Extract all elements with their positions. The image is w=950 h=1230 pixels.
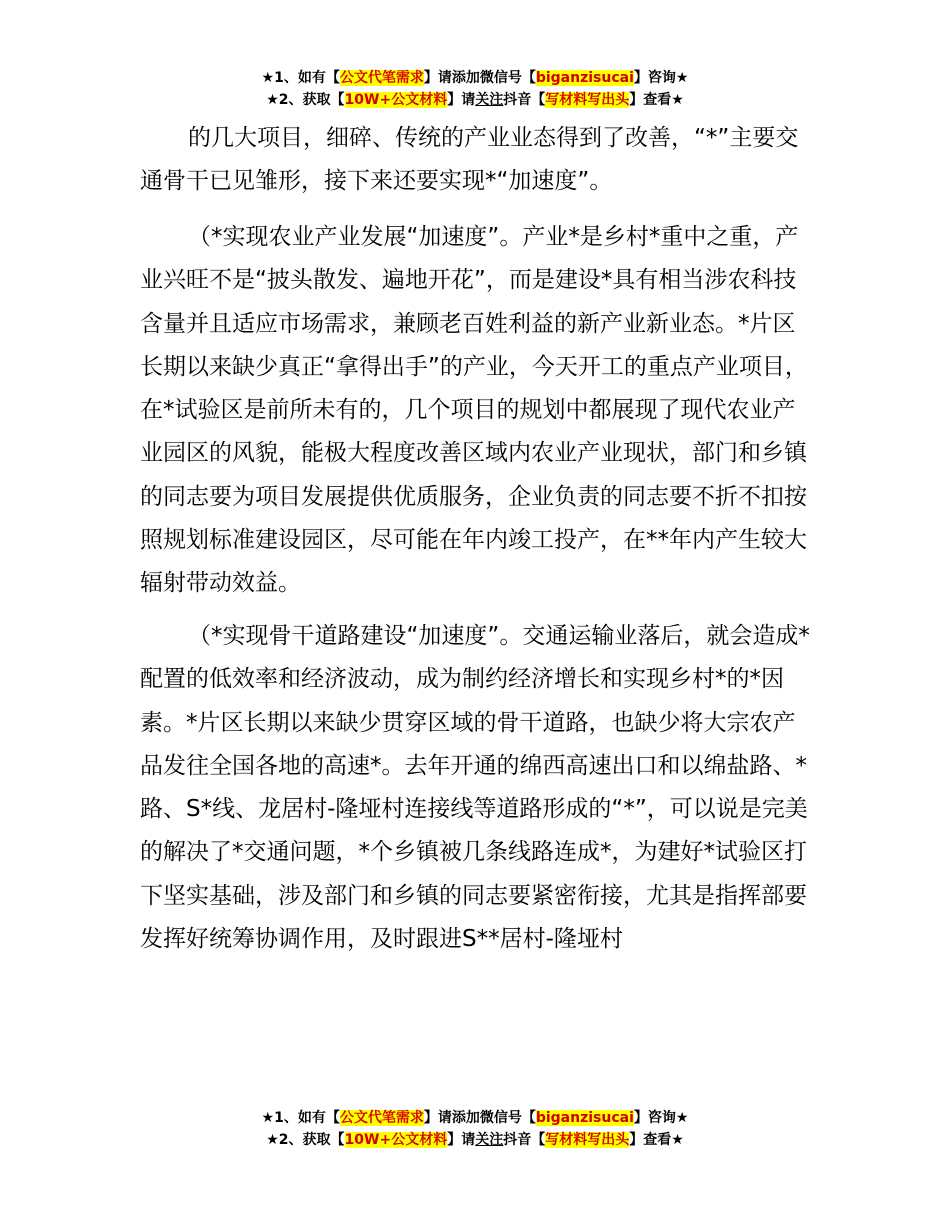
star-icon: ★ bbox=[675, 1110, 689, 1126]
highlight-materials: 10W+公文材料 bbox=[344, 1132, 448, 1148]
banner-text: 2、获取【 bbox=[278, 1132, 345, 1148]
star-icon: ★ bbox=[266, 92, 279, 108]
banner-line-1 bbox=[0, 1107, 950, 1129]
underlined-follow: 关注 bbox=[475, 1132, 504, 1148]
star-icon: ★ bbox=[261, 1110, 275, 1126]
star-icon: ★ bbox=[671, 92, 684, 108]
banner-text: 】请添加微信号【 bbox=[423, 70, 536, 86]
header-banner bbox=[0, 67, 950, 111]
highlight-douyin-account: 写材料写出头 bbox=[545, 1132, 630, 1148]
body-paragraph-3: （*实现骨干道路建设“加速度”。交通运输业落后，就会造成*配置的低效率和经济波动，成为制约经济增长和实现乡村*的*因素。*片区长期以来缺少贯穿区域的骨干道路，也缺少将大宗农产品发往全国各地的高速*。去年开通的绵西高速出口和以绵盐路、*路、S*线、龙居村-隆垭村连接线等道路形成的“*”，可以说是完美的解决了*交通问题，*个乡镇被几条线路连成*，为建好*试验区打下坚实基础，涉及部门和乡镇的同志要紧密衔接，尤其是指挥部要发挥好统筹协调作用，及时跟进S**居村-隆垭村 bbox=[140, 623, 810, 953]
highlight-douyin-account: 写材料写出头 bbox=[545, 92, 630, 108]
highlight-service: 公文代笔需求 bbox=[339, 70, 424, 86]
highlight-materials: 10W+公文材料 bbox=[344, 92, 448, 108]
star-icon: ★ bbox=[675, 70, 689, 86]
banner-line-2 bbox=[0, 89, 950, 111]
banner-line-1 bbox=[0, 67, 950, 89]
banner-text: 2、获取【 bbox=[278, 92, 345, 108]
underlined-follow: 关注 bbox=[475, 92, 504, 108]
highlight-service: 公文代笔需求 bbox=[339, 1110, 424, 1126]
body-paragraph-1: 的几大项目，细碎、传统的产业业态得到了改善，“*”主要交通骨干已见雏形，接下来还要实现*“加速度”。 bbox=[140, 125, 799, 195]
star-icon: ★ bbox=[261, 70, 275, 86]
body-paragraph-2: （*实现农业产业发展“加速度”。产业*是乡村*重中之重，产业兴旺不是“披头散发、遍地开花”，而是建设*具有相当涉农科技含量并且适应市场需求，兼顾老百姓利益的新产业新业态。*片区长期以来缺少真正“拿得出手”的产业，今天开工的重点产业项目，在*试验区是前所未有的，几个项目的规划中都展现了现代农业产业园区的风貌，能极大程度改善区域内农业产业现状，部门和乡镇的同志要为项目发展提供优质服务，企业负责的同志要不折不扣按照规划标准建设园区，尽可能在年内竣工投产，在**年内产生较大辐射带动效益。 bbox=[140, 224, 808, 597]
banner-text: 】查看 bbox=[629, 1132, 672, 1148]
banner-text: 】查看 bbox=[629, 92, 672, 108]
star-icon: ★ bbox=[266, 1132, 279, 1148]
banner-line-2 bbox=[0, 1129, 950, 1151]
banner-text: 】请添加微信号【 bbox=[423, 1110, 536, 1126]
banner-text: 抖音【 bbox=[503, 1132, 546, 1148]
banner-text: 】请 bbox=[447, 92, 476, 108]
banner-text: 】咨询 bbox=[633, 70, 676, 86]
banner-text: 1、如有【 bbox=[274, 1110, 340, 1126]
banner-text: 】咨询 bbox=[633, 1110, 676, 1126]
highlight-wechat-id: biganzisucai bbox=[535, 70, 634, 86]
footer-banner bbox=[0, 1107, 950, 1151]
banner-text: 抖音【 bbox=[503, 92, 546, 108]
highlight-wechat-id: biganzisucai bbox=[535, 1110, 634, 1126]
banner-text: 】请 bbox=[447, 1132, 476, 1148]
banner-text: 1、如有【 bbox=[274, 70, 340, 86]
star-icon: ★ bbox=[671, 1132, 684, 1148]
